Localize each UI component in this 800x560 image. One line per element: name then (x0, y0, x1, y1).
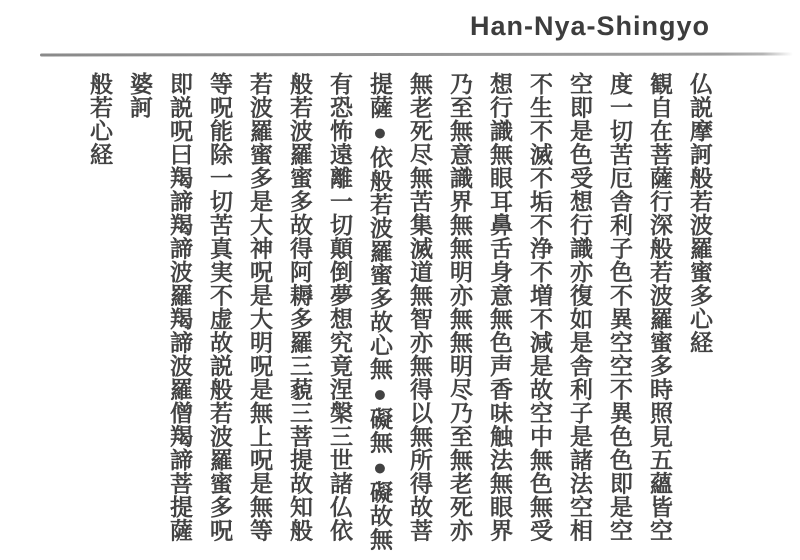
sutra-column: 般若波羅蜜多故得阿耨多羅三藐三菩提故知般 (287, 72, 313, 542)
page-title: Han-Nya-Shingyo (469, 11, 710, 41)
sutra-column: 想行識無眼耳鼻舌身意無色声香味触法無眼界 (487, 72, 513, 542)
sutra-column: 不生不滅不垢不浄不増不減是故空中無色無受 (527, 72, 553, 542)
sutra-column: 有恐怖遠離一切顛倒夢想究竟涅槃三世諸仏依 (327, 72, 353, 542)
sutra-column: 等呪能除一切苦真実不虚故説般若波羅蜜多呪 (207, 72, 233, 542)
sutra-column: 空即是色受想行識亦復如是舎利子是諸法空相 (567, 72, 593, 542)
sutra-column: 即説呪曰羯諦羯諦波羅羯諦波羅僧羯諦菩提薩 (167, 72, 193, 542)
sutra-column: 度一切苦厄舎利子色不異空空不異色色即是空 (607, 72, 633, 542)
sutra-column: 若波羅蜜多是大神呪是大明呪是無上呪是無等 (247, 72, 273, 542)
sutra-column: 婆訶 (127, 72, 153, 119)
sutra-column: 観自在菩薩行深般若波羅蜜多時照見五蘊皆空 (647, 72, 673, 542)
sutra-column: 乃至無意識界無無明亦無無明尽乃至無老死亦 (447, 72, 473, 542)
title-underline (40, 52, 793, 56)
sutra-column: 提薩●依般若波羅蜜多故心無●礙無●礙故無 (367, 72, 393, 551)
sutra-column: 仏説摩訶般若波羅蜜多心経 (687, 72, 713, 354)
sutra-column-closing-title: 般若心経 (87, 72, 113, 166)
sutra-body (80, 72, 720, 551)
sutra-column: 無老死尽無苦集滅道無智亦無得以無所得故菩 (407, 72, 433, 542)
